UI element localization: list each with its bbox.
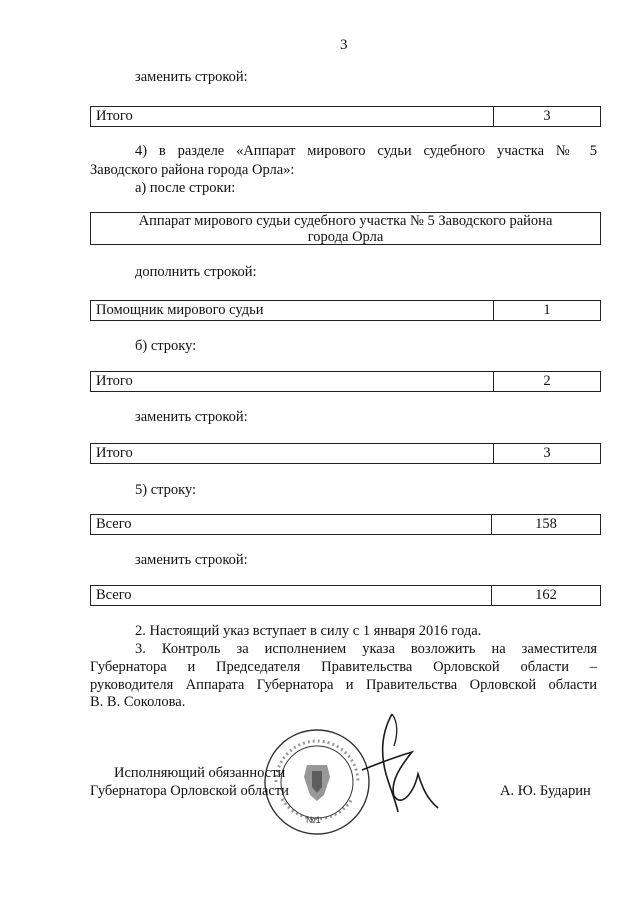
row-label: Помощник мирового судьи — [91, 301, 494, 320]
table-row-assistant — [90, 300, 601, 321]
row-label: Итого — [91, 444, 494, 463]
row-label: Всего — [91, 515, 492, 534]
row-value: 3 — [543, 445, 551, 461]
paragraph-3-line-1: 3. Контроль за исполнением указа возложить на заместителя — [135, 641, 597, 657]
table-row-itogo — [90, 106, 601, 127]
row-b-label: б) строку: — [135, 338, 197, 354]
row-value: 2 — [543, 373, 551, 389]
paragraph-3-line-2: Губернатора и Председателя Правительства Орловской области – — [90, 659, 597, 675]
row-value: 162 — [535, 587, 557, 603]
page-number: 3 — [340, 37, 348, 53]
paragraph-2: 2. Настоящий указ вступает в силу с 1 января 2016 года. — [135, 623, 482, 639]
signatory-title-line-1: Исполняющий обязанности — [114, 765, 286, 781]
table-row-itogo-3 — [90, 443, 601, 464]
section-4-line-1: 4) в разделе «Аппарат мирового судьи судебного участка № 5 — [135, 143, 597, 159]
row-value: 158 — [535, 516, 557, 532]
row-value: 3 — [543, 108, 551, 124]
replace-label-2: заменить строкой: — [135, 409, 248, 425]
after-row-label: а) после строки: — [135, 180, 236, 196]
table-row-vsego-158 — [90, 514, 601, 535]
row-label: Итого — [91, 372, 494, 391]
signatory-name: А. Ю. Бударин — [500, 783, 591, 799]
paragraph-3-line-4: В. В. Соколова. — [90, 694, 186, 710]
stamp-number: №1 — [306, 815, 321, 825]
paragraph-3-line-3: руководителя Аппарата Губернатора и Правительства Орловской области — [90, 677, 597, 693]
header-box-line-1: Аппарат мирового судьи судебного участка № 5 Заводского района — [138, 213, 553, 229]
row-value: 1 — [543, 302, 551, 318]
replace-label-3: заменить строкой: — [135, 552, 248, 568]
signatory-title-line-2: Губернатора Орловской области — [90, 783, 289, 799]
row-label: Всего — [91, 586, 492, 605]
add-row-label: дополнить строкой: — [135, 264, 257, 280]
handwritten-signature — [352, 712, 462, 822]
row-5-label: 5) строку: — [135, 482, 197, 498]
replace-label: заменить строкой: — [135, 69, 248, 85]
department-header-box — [90, 212, 601, 245]
section-4-line-2: Заводского района города Орла»: — [90, 162, 295, 178]
table-row-itogo-2 — [90, 371, 601, 392]
header-box-line-2: города Орла — [307, 229, 384, 245]
row-label: Итого — [91, 107, 494, 126]
table-row-vsego-162 — [90, 585, 601, 606]
